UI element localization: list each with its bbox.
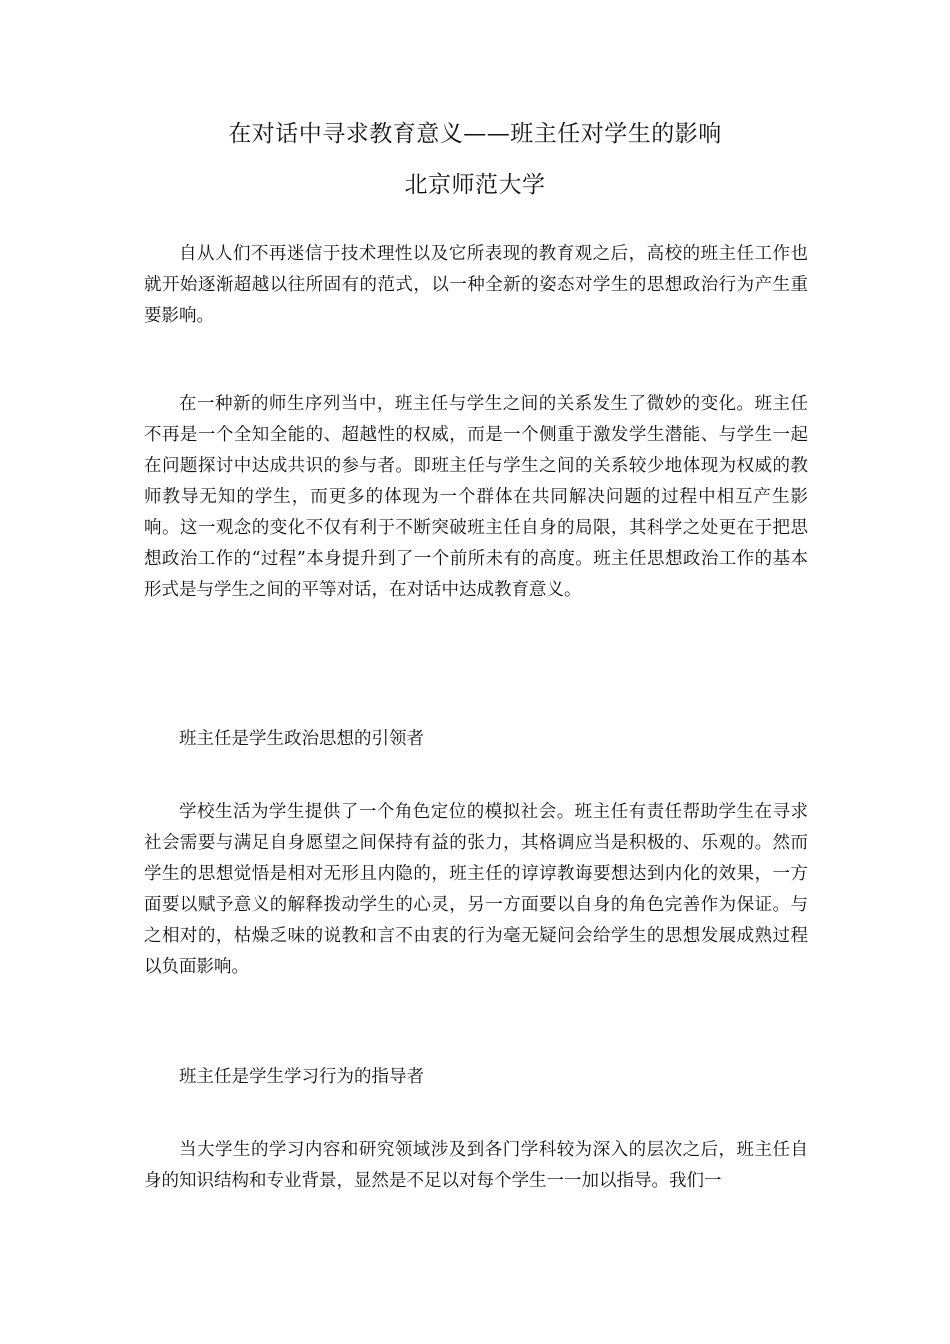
learning-guidance-paragraph: 当大学生的学习内容和研究领域涉及到各门学科较为深入的层次之后，班主任自身的知识结构和专业背景，显然是不足以对每个学生一一加以指导。我们一	[144, 1140, 808, 1191]
intro-paragraph: 自从人们不再迷信于技术理性以及它所表现的教育观之后，高校的班主任工作也就开始逐渐超越以往所固有的范式，以一种全新的姿态对学生的思想政治行为产生重要影响。	[144, 244, 808, 326]
section-heading-political-guidance: 班主任是学生政治思想的引领者	[179, 729, 424, 749]
political-guidance-paragraph: 学校生活为学生提供了一个角色定位的模拟社会。班主任有责任帮助学生在寻求社会需要与满足自身愿望之间保持有益的张力，其格调应当是积极的、乐观的。然而学生的思想觉悟是相对无形且内隐的，班主任的谆谆教诲要想达到内化的效果，一方面要以赋予意义的解释拨动学生的心灵，另一方面要以自身的角色完善作为保证。与之相对的，枯燥乏味的说教和言不由衷的行为毫无疑问会给学生的思想发展成熟过程以负面影响。	[144, 802, 808, 977]
relationship-paragraph: 在一种新的师生序列当中，班主任与学生之间的关系发生了微妙的变化。班主任不再是一个全知全能的、超越性的权威，而是一个侧重于激发学生潜能、与学生一起在问题探讨中达成共识的参与者。即班主任与学生之间的关系较少地体现为权威的教师教导无知的学生，而更多的体现为一个群体在共同解决问题的过程中相互产生影响。这一观念的变化不仅有利于不断突破班主任自身的局限，其科学之处更在于把思想政治工作的“过程”本身提升到了一个前所未有的高度。班主任思想政治工作的基本形式是与学生之间的平等对话，在对话中达成教育意义。	[144, 394, 808, 600]
document-organization: 北京师范大学	[404, 172, 546, 198]
document-title: 在对话中寻求教育意义——班主任对学生的影响	[228, 121, 722, 147]
section-heading-learning-guidance: 班主任是学生学习行为的指导者	[179, 1067, 424, 1087]
